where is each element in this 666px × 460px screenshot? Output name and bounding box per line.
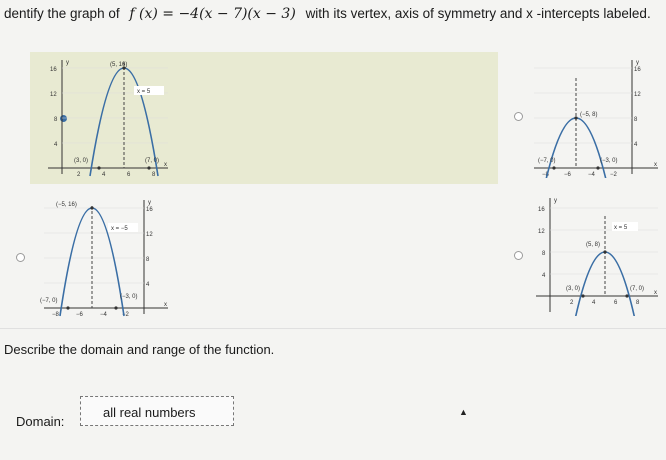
d-axis-label: x = 5 (614, 225, 628, 231)
d-ytick-16: 16 (538, 207, 545, 213)
d-ytick-12: 12 (538, 229, 545, 235)
option-d-graph[interactable] (530, 196, 660, 316)
a-ytick-8: 8 (54, 117, 58, 123)
d-intercept-right: (7, 0) (630, 286, 645, 292)
a-xtick-4: 4 (102, 172, 106, 178)
d-vertex-label: (5, 8) (586, 242, 601, 248)
b-intercept-left: (−7, 0) (538, 158, 556, 164)
a-intercept-left: (3, 0) (74, 158, 89, 164)
option-b-graph[interactable] (530, 58, 660, 178)
c-xtick-m6: −6 (76, 312, 83, 318)
a-ytick-16: 16 (50, 67, 57, 73)
d-x-letter: x (654, 290, 657, 296)
option-b-radio[interactable] (514, 112, 523, 121)
b-y-letter: y (636, 60, 639, 66)
c-x-letter: x (164, 302, 167, 308)
a-axis-label: x = 5 (137, 89, 151, 95)
c-intercept-left: (−7, 0) (40, 298, 58, 304)
a-vertex-label: (5, 16) (110, 62, 128, 68)
option-a-graph[interactable] (40, 58, 170, 178)
b-xtick-m2: −2 (610, 172, 617, 178)
b-xtick-m8: −8 (542, 172, 549, 178)
section-divider (0, 328, 666, 329)
domain-range-question: Describe the domain and range of the function. (4, 342, 275, 357)
c-xtick-m4: −4 (100, 312, 107, 318)
a-y-letter: y (66, 60, 69, 66)
mouse-cursor-icon: ▲ (459, 407, 468, 417)
b-xtick-m4: −4 (588, 172, 595, 178)
d-xtick-4: 4 (592, 300, 596, 306)
function-expression: f (x) = −4(x − 7)(x − 3) (129, 6, 296, 22)
a-xtick-8: 8 (152, 172, 156, 178)
a-x-letter: x (164, 162, 167, 168)
c-ytick-16: 16 (146, 207, 153, 213)
prompt-after: with its vertex, axis of symmetry and x -intercepts labeled. (305, 6, 651, 21)
b-intercept-right: (−3, 0) (600, 158, 618, 164)
c-y-letter: y (148, 200, 151, 206)
option-c-radio[interactable] (16, 253, 25, 262)
a-intercept-right: (7, 0) (145, 158, 160, 164)
option-c-graph[interactable] (40, 198, 170, 318)
b-ytick-12: 12 (634, 92, 641, 98)
b-ytick-4: 4 (634, 142, 638, 148)
d-ytick-8: 8 (542, 251, 546, 257)
c-ytick-4: 4 (146, 282, 150, 288)
domain-answer-field[interactable]: all real numbers (80, 396, 234, 426)
c-axis-label: x = −5 (111, 226, 128, 232)
c-ytick-12: 12 (146, 232, 153, 238)
d-ytick-4: 4 (542, 273, 546, 279)
c-vertex-label: (−5, 16) (56, 202, 77, 208)
a-xtick-2: 2 (77, 172, 81, 178)
c-xtick-m8: −8 (52, 312, 59, 318)
a-ytick-4: 4 (54, 142, 58, 148)
b-ytick-8: 8 (634, 117, 638, 123)
d-xtick-2: 2 (570, 300, 574, 306)
b-xtick-m6: −6 (564, 172, 571, 178)
d-xtick-6: 6 (614, 300, 618, 306)
domain-label: Domain: (16, 414, 65, 429)
d-y-letter: y (554, 198, 557, 204)
d-intercept-left: (3, 0) (566, 286, 581, 292)
d-xtick-8: 8 (636, 300, 640, 306)
prompt-before: dentify the graph of (4, 6, 120, 21)
c-xtick-m2: −2 (122, 312, 129, 318)
prompt (4, 6, 664, 22)
a-ytick-12: 12 (50, 92, 57, 98)
b-vertex-label: (−5, 8) (580, 112, 598, 118)
a-xtick-6: 6 (127, 172, 131, 178)
b-x-letter: x (654, 162, 657, 168)
option-d-radio[interactable] (514, 251, 523, 260)
b-ytick-16: 16 (634, 67, 641, 73)
c-intercept-right: (−3, 0) (120, 294, 138, 300)
c-ytick-8: 8 (146, 257, 150, 263)
